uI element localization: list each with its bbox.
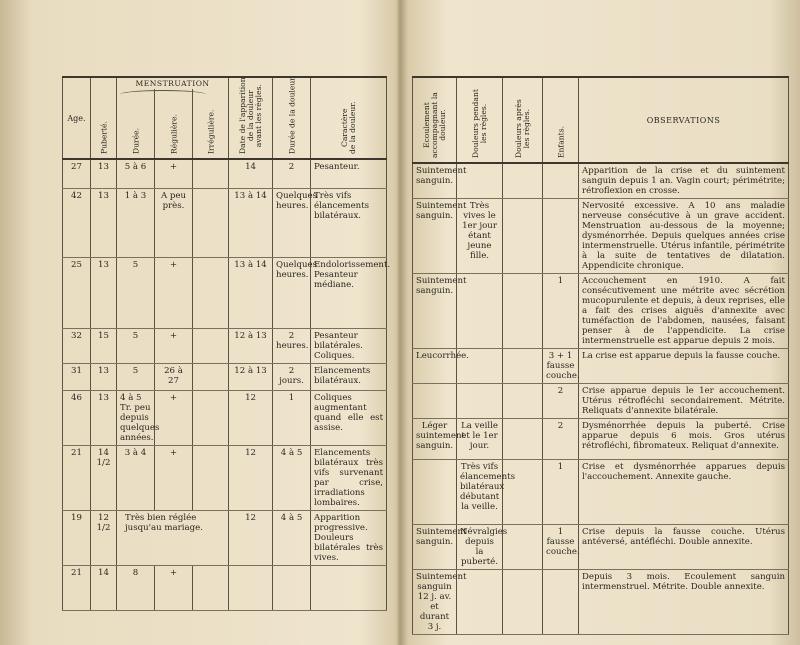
table-row: 31 13 5 26 à 27 12 à 13 2 jours. Elancements bilatéraux. <box>63 364 387 391</box>
table-row: Suintement sanguin. Apparition de la crise et du suintement sanguin depuis 1 an. Vagin court; périmétrite; rétroflexion en crosse. <box>413 163 789 199</box>
header-age: Age. <box>63 77 91 159</box>
header-pain-after: Douleurs après les règles. <box>503 77 543 163</box>
table-row: 27 13 5 à 6 + 14 2 Pesanteur. <box>63 159 387 189</box>
header-pain-onset: Date de l'apparition de la douleur avant les règles. <box>229 77 273 159</box>
header-irregular: Irrégulière. <box>193 89 229 159</box>
table-row: Leucorrhée. 3 + 1 fausse couche. La crise est apparue depuis la fausse couche. <box>413 349 789 384</box>
header-menstruation: MENSTRUATION <box>117 77 229 89</box>
table-row: 19 12 1/2 Très bien réglée jusqu'au mariage. 12 4 à 5 Apparition progressive. Douleurs bilatérales très vives. <box>63 511 387 566</box>
header-duration: Durée. <box>117 89 155 159</box>
table-row: 46 13 4 à 5 Tr. peu depuis quelques années. + 12 1 Coliques augmentant quand elle est assise. <box>63 391 387 446</box>
table-row: 25 13 5 + 13 à 14 Quelques heures. Endolorissement. Pesanteur médiane. <box>63 258 387 329</box>
table-row: Suintement sanguin. 1 Accouchement en 1910. A fait consécutivement une métrite avec sécrétion mucopurulente et depuis, à deux reprises, elle a fait des crises aiguës d'annexite avec tuméfaction de l'abdomen, nausées, faisant penser à de l'appendicite. La crise intermenstruelle est apparue depuis 2 mois. <box>413 274 789 349</box>
header-regular: Régulière. <box>155 89 193 159</box>
header-flow: Ecoulement accompagnant la douleur. <box>413 77 457 163</box>
table-row: 42 13 1 à 3 A peu près. 13 à 14 Quelques heures. Très vifs élancements bilatéraux. <box>63 189 387 258</box>
left-table <box>62 75 391 611</box>
table-row: Très vifs élancements bilatéraux débutant la veille. 1 Crise et dysménorrhée apparues depuis l'accouchement. Annexite gauche. <box>413 460 789 525</box>
right-page <box>402 0 800 645</box>
table-row: 32 15 5 + 12 à 13 2 heures. Pesanteur bilatérales. Coliques. <box>63 329 387 364</box>
table-row: 21 14 1/2 3 à 4 + 12 4 à 5 Elancements bilatéraux très vifs survenant par crise, irradiations lombaires. <box>63 446 387 511</box>
table-row: Suintement sanguin. Très vives le 1er jour étant jeune fille. Nervosité excessive. A 10 ans maladie nerveuse consécutive à un grave accident. Menstruation au-dessous de la moyenne; dysménorrhée. Depuis quelques années crise intermenstruelle. Utérus infantile, périmétrite à la suite de tentatives de dilatation. Appendicite chronique. <box>413 199 789 274</box>
header-children: Enfants. <box>543 77 579 163</box>
table-row: 2 Crise apparue depuis le 1er accouchement. Utérus rétrofléchi secondairement. Métrite. Reliquats d'annexite bilatérale. <box>413 384 789 419</box>
header-pain-during: Douleurs pendant les règles. <box>457 77 503 163</box>
header-pain-character: Caractère de la douleur. <box>311 77 387 159</box>
left-page <box>0 0 398 645</box>
right-table <box>412 76 789 635</box>
table-row: Léger suintement sanguin. La veille et le 1er jour. 2 Dysménorrhée depuis la puberté. Crise apparue depuis 6 mois. Gros utérus rétrofléchi, fibromateux. Reliquat d'annexite. <box>413 419 789 460</box>
table-row: Suintement sanguin 12 j. av. et durant 3 j. Depuis 3 mois. Ecoulement sanguin intermenstruel. Métrite. Double annexite. <box>413 570 789 635</box>
table-row: Suintement sanguin. Névralgies depuis la puberté. 1 fausse couche. Crise depuis la fausse couche. Utérus antéversé, antéfléchi. Double annexite. <box>413 525 789 570</box>
header-pain-duration: Durée de la douleur. <box>273 77 311 159</box>
header-observations: OBSERVATIONS <box>579 77 789 163</box>
header-puberty: Puberté. <box>91 77 117 159</box>
table-row: 21 14 8 + <box>63 566 387 611</box>
